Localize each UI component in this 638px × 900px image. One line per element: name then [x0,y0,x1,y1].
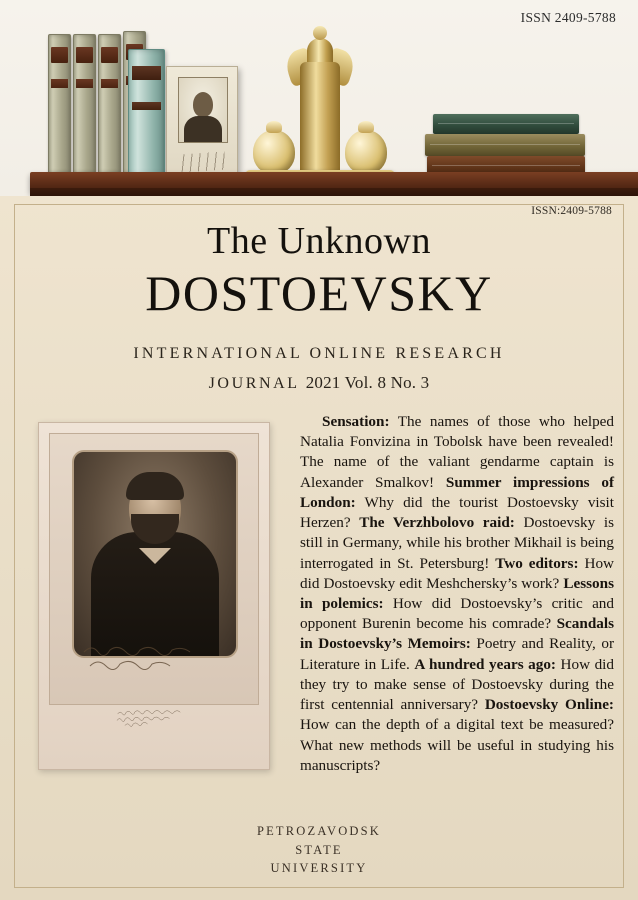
handwriting-caption-icon [45,709,263,727]
book-spine-band [132,66,161,80]
inkstand-pedestal [300,62,340,172]
book-spine-band [132,102,161,110]
title-block [0,222,638,393]
stacked-book [425,134,585,156]
journal-subtitle: INTERNATIONAL ONLINE RESEARCH [133,344,505,362]
portrait-head [193,92,213,117]
archival-photo-card [38,422,270,770]
bound-volume [73,34,96,174]
gilded-inkstand [245,22,395,192]
volume-issue-label: 2021 Vol. 8 No. 3 [305,372,430,392]
journal-title-line-1: The Unknown [207,220,431,262]
publisher-block [0,822,638,878]
inscription-script-icon [80,640,230,674]
photo-portrait [72,450,238,658]
handwritten-caption [45,709,263,765]
bound-volume [98,34,121,174]
publisher-line-2: STATE [295,842,343,857]
stacked-book [433,114,579,134]
issue-highlights-text: Sensation: The names of those who helped Natalia Fonvizina in Tobolsk have been revealed! The name of the valiant gendarme captain is Alexander Smalkov! Summer impressions of London: Why did the tourist Dostoevsky visit Herzen? The Verzhbolovo raid: Dostoevsky is still in Germany, while his brother Mikhail is being interrogated in St. Petersburg! Two editors: How did Dostoevsky edit Meshchersky’s work? Lessons in polemics: How did Dostoevsky’s critic and opponent Burenin become his comrade? Scandals in Dostoevsky’s Memoirs: Poetry and Reality, or Literature in Life. A hundred years ago: How did they try to make sense of Dostoevsky during the first centennial anniversary? Dostoevsky Online: How can the depth of a digital text be measured? What new methods will be useful in studying his manuscripts? [300,413,615,774]
shelf-photo-banner [0,0,638,196]
photo-mount [49,433,259,705]
bound-volume [48,34,71,174]
ink-pot [345,130,387,174]
journal-title-line-2: DOSTOEVSKY [145,264,493,321]
journal-word-label: JOURNAL [208,374,300,392]
engraved-portrait [178,77,228,143]
issn-top-label: ISSN 2409-5788 [520,10,616,25]
wooden-shelf-edge [30,188,638,196]
issn-inner-label: ISSN:2409-5788 [531,205,612,217]
portrait-shoulders [184,116,222,142]
publisher-line-3: UNIVERSITY [270,861,368,876]
photo-inscription [80,640,230,674]
signature-facsimile-icon [180,151,225,172]
portrait-hair [126,472,184,500]
ink-pot [253,130,295,174]
publisher-line-1: PETROZAVODSK [256,823,382,838]
journal-issue-row [0,373,638,393]
